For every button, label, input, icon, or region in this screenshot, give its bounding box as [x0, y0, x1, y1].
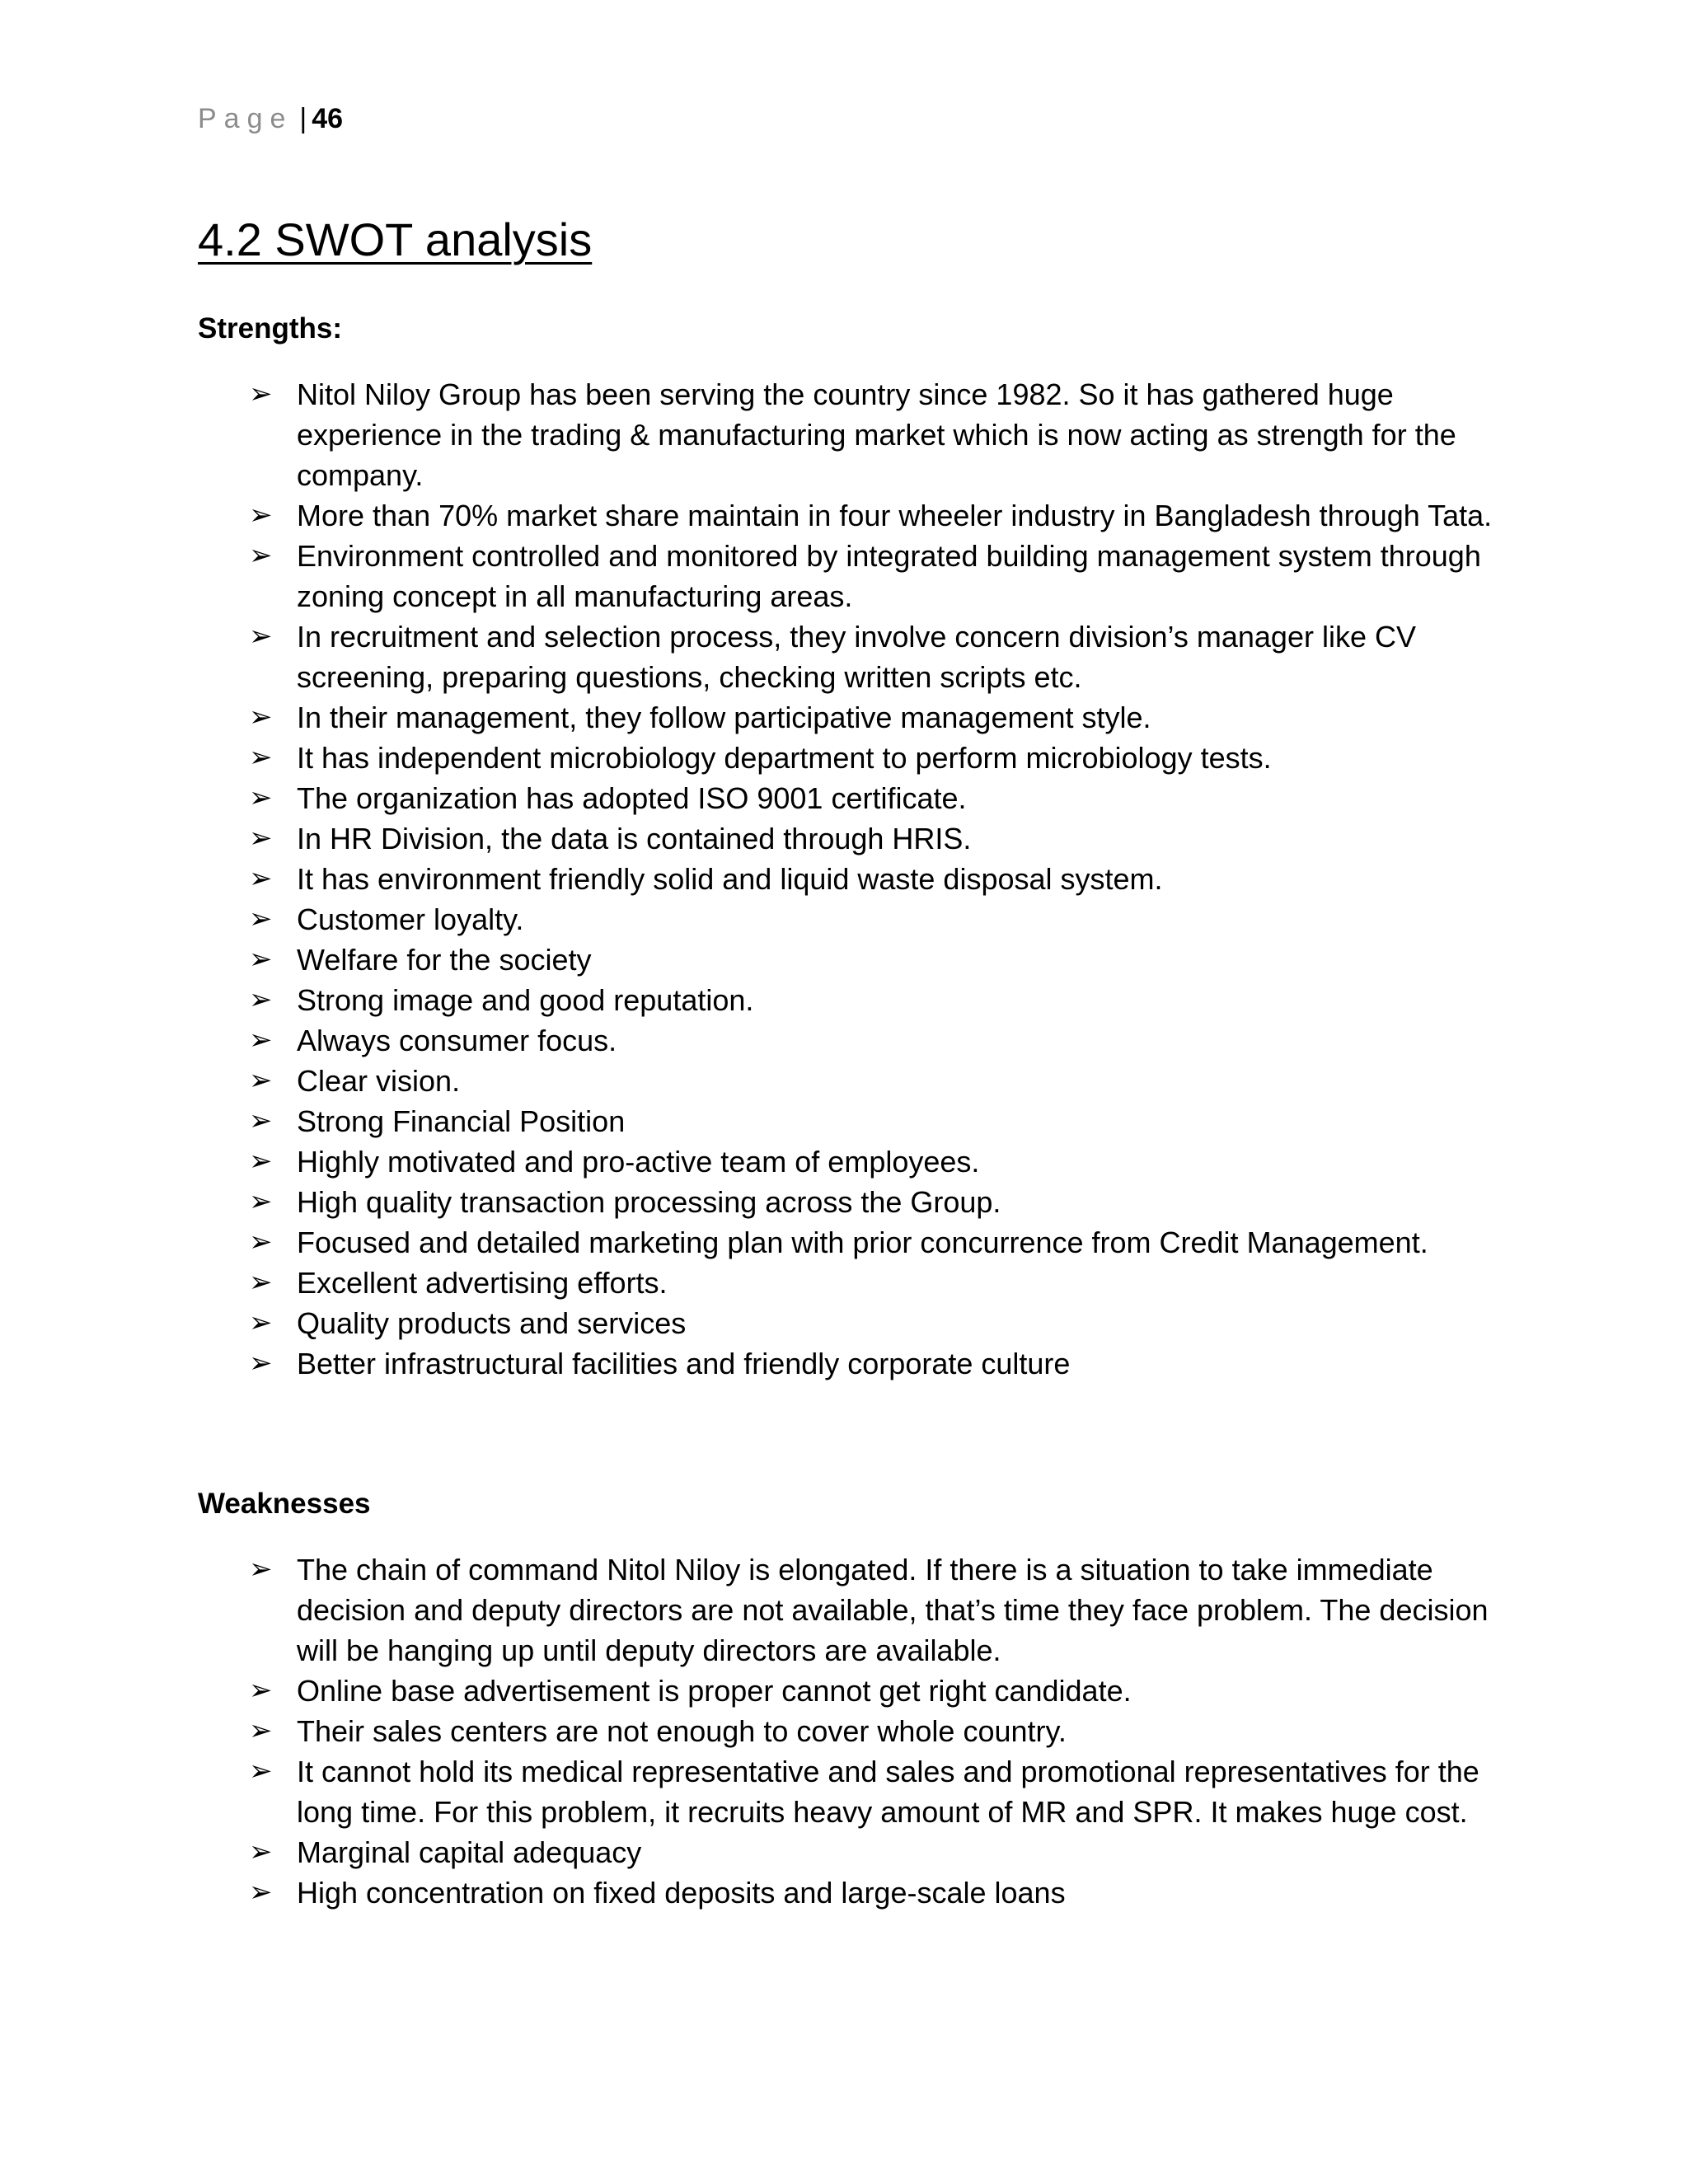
arrow-bullet-icon: ➢	[249, 1554, 273, 1585]
list-item-text: Nitol Niloy Group has been serving the country since 1982. So it has gathered huge experience in the trading & manufacturing market which is now acting as strength for the company.	[297, 377, 1456, 492]
list-item	[198, 1020, 1500, 1061]
list-item	[198, 1751, 1500, 1832]
list-item	[198, 1141, 1500, 1182]
list-item	[198, 980, 1500, 1020]
list-item	[198, 1549, 1500, 1671]
list-item	[198, 1263, 1500, 1303]
strengths-section	[198, 308, 1500, 1384]
arrow-bullet-icon: ➢	[249, 1226, 273, 1258]
arrow-bullet-icon: ➢	[249, 944, 273, 975]
arrow-bullet-icon: ➢	[249, 1755, 273, 1787]
page-header	[198, 97, 343, 140]
list-item-text: Always consumer focus.	[297, 1024, 617, 1057]
list-item-text: High quality transaction processing across the Group.	[297, 1185, 1001, 1219]
weaknesses-section	[198, 1483, 1500, 1913]
list-item	[198, 1303, 1500, 1343]
arrow-bullet-icon: ➢	[249, 621, 273, 652]
list-item-text: Clear vision.	[297, 1064, 461, 1098]
weaknesses-list	[198, 1549, 1500, 1913]
arrow-bullet-icon: ➢	[249, 984, 273, 1015]
list-item	[198, 859, 1500, 899]
list-item-text: Marginal capital adequacy	[297, 1835, 642, 1869]
list-item	[198, 738, 1500, 778]
arrow-bullet-icon: ➢	[249, 378, 273, 410]
arrow-bullet-icon: ➢	[249, 1186, 273, 1217]
list-item-text: Strong image and good reputation.	[297, 983, 754, 1017]
arrow-bullet-icon: ➢	[249, 540, 273, 571]
arrow-bullet-icon: ➢	[249, 823, 273, 854]
list-item-text: Their sales centers are not enough to cover whole country.	[297, 1714, 1067, 1748]
list-item	[198, 1101, 1500, 1141]
list-item	[198, 940, 1500, 980]
arrow-bullet-icon: ➢	[249, 1675, 273, 1706]
list-item-text: Quality products and services	[297, 1306, 687, 1340]
list-item-text: More than 70% market share maintain in four wheeler industry in Bangladesh through Tata.	[297, 499, 1493, 532]
arrow-bullet-icon: ➢	[249, 1105, 273, 1137]
list-item-text: Focused and detailed marketing plan with prior concurrence from Credit Management.	[297, 1226, 1428, 1259]
list-item-text: It has independent microbiology department to perform microbiology tests.	[297, 741, 1272, 775]
section-heading: 4.2 SWOT analysis	[198, 213, 593, 265]
list-item	[198, 778, 1500, 818]
list-item	[198, 697, 1500, 738]
list-item-text: In their management, they follow participative management style.	[297, 701, 1151, 734]
list-item-text: The organization has adopted ISO 9001 certificate.	[297, 781, 967, 815]
arrow-bullet-icon: ➢	[249, 1715, 273, 1746]
page-separator: |	[299, 103, 307, 134]
list-item-text: Highly motivated and pro-active team of employees.	[297, 1145, 980, 1179]
arrow-bullet-icon: ➢	[249, 1347, 273, 1379]
list-item-text: It cannot hold its medical representative and sales and promotional representatives for the long time. For this problem, it recruits heavy amount of MR and SPR. It makes huge cost.	[297, 1755, 1479, 1829]
arrow-bullet-icon: ➢	[249, 1307, 273, 1338]
arrow-bullet-icon: ➢	[249, 1267, 273, 1298]
arrow-bullet-icon: ➢	[249, 1877, 273, 1908]
list-item	[198, 1832, 1500, 1872]
weaknesses-title: Weaknesses	[198, 1488, 371, 1520]
strengths-title: Strengths:	[198, 312, 342, 344]
arrow-bullet-icon: ➢	[249, 863, 273, 894]
list-item-text: Environment controlled and monitored by integrated building management system through zoning concept in all manufacturing areas.	[297, 539, 1481, 613]
arrow-bullet-icon: ➢	[249, 499, 273, 531]
list-item-text: Strong Financial Position	[297, 1104, 626, 1138]
list-item-text: In HR Division, the data is contained through HRIS.	[297, 822, 972, 855]
arrow-bullet-icon: ➢	[249, 1836, 273, 1868]
arrow-bullet-icon: ➢	[249, 1065, 273, 1096]
arrow-bullet-icon: ➢	[249, 782, 273, 813]
list-item-text: It has environment friendly solid and liquid waste disposal system.	[297, 862, 1163, 896]
arrow-bullet-icon: ➢	[249, 1024, 273, 1056]
list-item	[198, 1182, 1500, 1222]
strengths-list	[198, 374, 1500, 1384]
arrow-bullet-icon: ➢	[249, 742, 273, 773]
list-item	[198, 1872, 1500, 1913]
list-item-text: Online base advertisement is proper cannot get right candidate.	[297, 1674, 1132, 1708]
list-item-text: Welfare for the society	[297, 943, 592, 977]
list-item-text: In recruitment and selection process, they involve concern division’s manager like CV screening, preparing questions, checking written scripts etc.	[297, 620, 1416, 694]
list-item	[198, 818, 1500, 859]
list-item	[198, 536, 1500, 616]
arrow-bullet-icon: ➢	[249, 903, 273, 935]
list-item	[198, 1343, 1500, 1384]
list-item	[198, 1061, 1500, 1101]
arrow-bullet-icon: ➢	[249, 1146, 273, 1177]
page-number: 46	[312, 103, 344, 134]
list-item-text: Excellent advertising efforts.	[297, 1266, 668, 1300]
list-item-text: Customer loyalty.	[297, 902, 524, 936]
list-item	[198, 899, 1500, 940]
list-item	[198, 374, 1500, 495]
list-item	[198, 495, 1500, 536]
list-item-text: High concentration on fixed deposits and large-scale loans	[297, 1876, 1066, 1910]
list-item	[198, 1711, 1500, 1751]
list-item-text: Better infrastructural facilities and friendly corporate culture	[297, 1347, 1071, 1380]
page-label: Page	[198, 103, 293, 134]
list-item	[198, 616, 1500, 697]
arrow-bullet-icon: ➢	[249, 701, 273, 733]
list-item	[198, 1671, 1500, 1711]
list-item	[198, 1222, 1500, 1263]
list-item-text: The chain of command Nitol Niloy is elongated. If there is a situation to take immediate decision and deputy directors are not available, that’s time they face problem. The decision will be hanging up until deputy directors are available.	[297, 1553, 1489, 1667]
